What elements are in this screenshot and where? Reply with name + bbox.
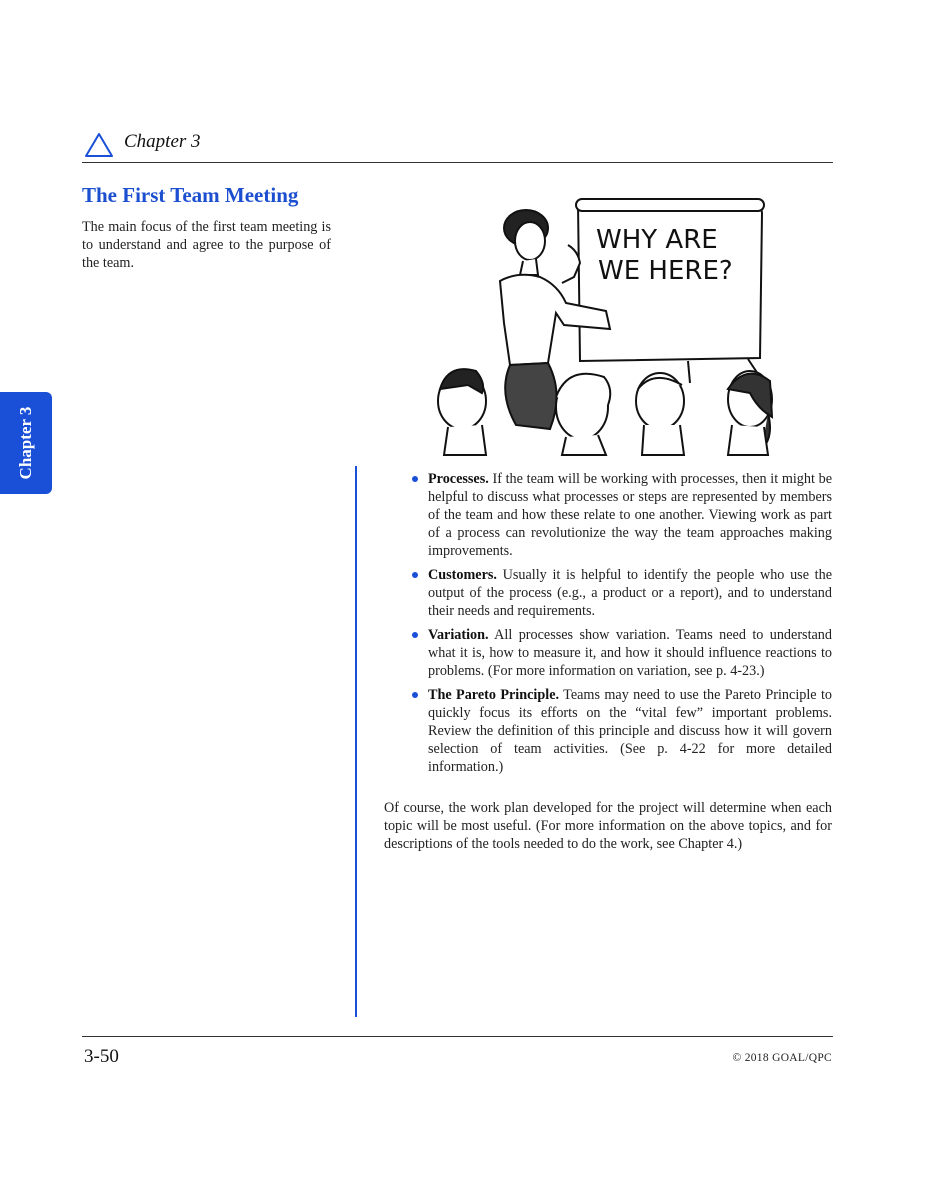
intro-paragraph: The main focus of the first team meeting is to understand and agree to the purpose of the team. (82, 219, 331, 271)
list-item (412, 626, 832, 680)
flipchart-line-1: WHY ARE (596, 225, 718, 255)
bullet-dot-icon (412, 692, 418, 698)
triangle-icon (84, 131, 114, 159)
list-item-text: All processes show variation. Teams need to understand what it is, how to measure it, and how it should influence reactions to problems. (For more information on variation, see p. 4-23.) (428, 627, 832, 679)
list-item-term: Customers. (428, 567, 497, 583)
chapter-side-tab[interactable] (0, 392, 52, 494)
page-number: 3-50 (84, 1046, 119, 1067)
closing-paragraph: Of course, the work plan developed for the project will determine when each topic will be most useful. (For more information on the above topics, and for descriptions of the tools needed to do the work, see Chapter 4.) (384, 800, 832, 852)
list-item-term: Processes. (428, 471, 489, 487)
header-divider (82, 162, 833, 163)
list-item (412, 566, 832, 620)
flipchart-line-2: WE HERE? (598, 256, 733, 286)
chapter-side-tab-label: Chapter 3 (16, 406, 35, 480)
audience (438, 369, 772, 455)
copyright-notice: © 2018 GOAL/QPC (732, 1052, 832, 1064)
list-item-text: Usually it is helpful to identify the people who use the output of the process (e.g., a product or a report), and to understand their needs and requirements. (428, 567, 832, 619)
running-header-chapter: Chapter 3 (124, 131, 201, 152)
list-item-term: The Pareto Principle. (428, 687, 560, 703)
list-item-text: Teams may need to use the Pareto Principle to quickly focus its efforts on the “vital few” important problems. Review the definition of this principle and discuss how it will govern selection of team activities. (See p. 4-22 for more detailed information.) (428, 687, 833, 775)
list-item-text: If the team will be working with processes, then it might be helpful to discuss what processes or steps are represented by members of the team and how these relate to one another. Viewing work as part of a process can revolutionize the way the team approaches making improvements. (428, 471, 832, 559)
meeting-illustration (428, 193, 773, 458)
list-item (412, 686, 832, 776)
bullet-dot-icon (412, 476, 418, 482)
footer-divider (82, 1036, 833, 1037)
section-title: The First Team Meeting (82, 183, 299, 207)
list-item-term: Variation. (428, 627, 489, 643)
bullet-dot-icon (412, 572, 418, 578)
bullet-dot-icon (412, 632, 418, 638)
column-divider (355, 466, 357, 1017)
list-item (412, 470, 832, 560)
topic-list (412, 470, 832, 782)
